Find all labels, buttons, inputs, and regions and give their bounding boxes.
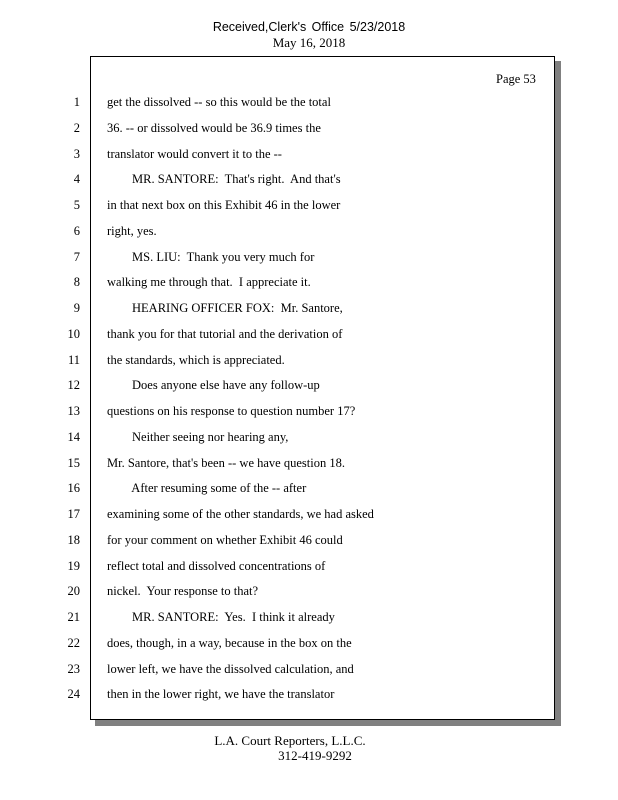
line-number: 5 — [73, 198, 80, 212]
transcript-line — [0, 480, 555, 496]
line-number: 21 — [67, 610, 80, 624]
line-text: 36. -- or dissolved would be 36.9 times the — [107, 120, 321, 135]
line-text: then in the lower right, we have the translator — [107, 687, 335, 702]
line-number: 7 — [73, 249, 80, 264]
transcript-line — [0, 171, 555, 187]
line-number: 17 — [67, 507, 80, 521]
transcript-line — [0, 635, 555, 651]
transcript-line — [0, 506, 555, 522]
reporter-company: L.A. Court Reporters, L.L.C. — [214, 733, 366, 748]
line-number: 23 — [67, 661, 80, 676]
transcript-line — [0, 609, 555, 625]
transcript-line — [0, 326, 555, 342]
line-text: walking me through that. I appreciate it. — [107, 275, 311, 290]
line-text: nickel. Your response to that? — [107, 584, 259, 599]
page-number: Page 53 — [496, 72, 536, 86]
line-number: 18 — [67, 532, 80, 547]
line-text: HEARING OFFICER FOX: Mr. Santore, — [107, 301, 343, 315]
received-stamp: Received,Clerk's Office 5/23/2018 — [212, 20, 406, 34]
line-number: 6 — [73, 223, 80, 238]
line-number: 1 — [73, 95, 80, 109]
line-text: thank you for that tutorial and the derivation of — [107, 326, 343, 341]
reporter-phone: 312-419-9292 — [278, 748, 352, 763]
line-number: 20 — [67, 584, 80, 599]
line-number: 15 — [67, 455, 80, 470]
line-text: questions on his response to question number 17? — [107, 404, 356, 418]
line-number: 14 — [67, 429, 80, 444]
line-text: in that next box on this Exhibit 46 in the lower — [107, 198, 341, 212]
transcript-line — [0, 249, 555, 265]
transcript-line — [0, 94, 555, 110]
transcript-line — [0, 352, 555, 368]
line-number: 13 — [67, 404, 80, 418]
transcript-line — [0, 223, 555, 239]
line-text: translator would convert it to the -- — [107, 146, 282, 161]
transcript-line — [0, 146, 555, 162]
filing-date: May 16, 2018 — [272, 35, 346, 50]
line-number: 4 — [73, 172, 80, 187]
line-number: 22 — [67, 635, 80, 650]
line-text: reflect total and dissolved concentrations of — [107, 558, 326, 573]
transcript-line — [0, 429, 555, 445]
line-text: MR. SANTORE: Yes. I think it already — [107, 610, 335, 624]
line-text: examining some of the other standards, we had asked — [107, 507, 374, 521]
transcript-line — [0, 583, 555, 599]
line-text: Mr. Santore, that's been -- we have question 18. — [107, 455, 345, 470]
line-text: for your comment on whether Exhibit 46 could — [107, 532, 343, 547]
line-number: 12 — [67, 378, 80, 393]
line-text: get the dissolved -- so this would be the total — [107, 95, 331, 109]
transcript-line — [0, 300, 555, 316]
line-number: 3 — [73, 146, 80, 161]
transcript-line — [0, 197, 555, 213]
transcript-line — [0, 377, 555, 393]
line-number: 19 — [67, 558, 80, 573]
line-number: 2 — [73, 120, 80, 135]
line-text: Does anyone else have any follow-up — [107, 378, 320, 393]
line-text: MR. SANTORE: That's right. And that's — [107, 172, 341, 187]
line-number: 11 — [67, 352, 80, 367]
line-text: Neither seeing nor hearing any, — [107, 429, 289, 444]
transcript-line — [0, 661, 555, 677]
line-number: 24 — [67, 687, 80, 702]
transcript-line — [0, 532, 555, 548]
transcript-line — [0, 274, 555, 290]
line-number: 9 — [73, 301, 80, 315]
transcript-line — [0, 455, 555, 471]
line-number: 8 — [73, 275, 80, 290]
line-text: right, yes. — [107, 223, 157, 238]
line-text: lower left, we have the dissolved calculation, and — [107, 661, 354, 676]
transcript-line — [0, 403, 555, 419]
transcript-line — [0, 120, 555, 136]
line-text: does, though, in a way, because in the box on the — [107, 635, 352, 650]
transcript-line — [0, 686, 555, 702]
line-text: After resuming some of the -- after — [107, 481, 307, 496]
transcript-line — [0, 558, 555, 574]
line-number: 16 — [67, 481, 80, 496]
line-text: MS. LIU: Thank you very much for — [107, 249, 315, 264]
line-number: 10 — [67, 326, 80, 341]
line-text: the standards, which is appreciated. — [107, 352, 285, 367]
